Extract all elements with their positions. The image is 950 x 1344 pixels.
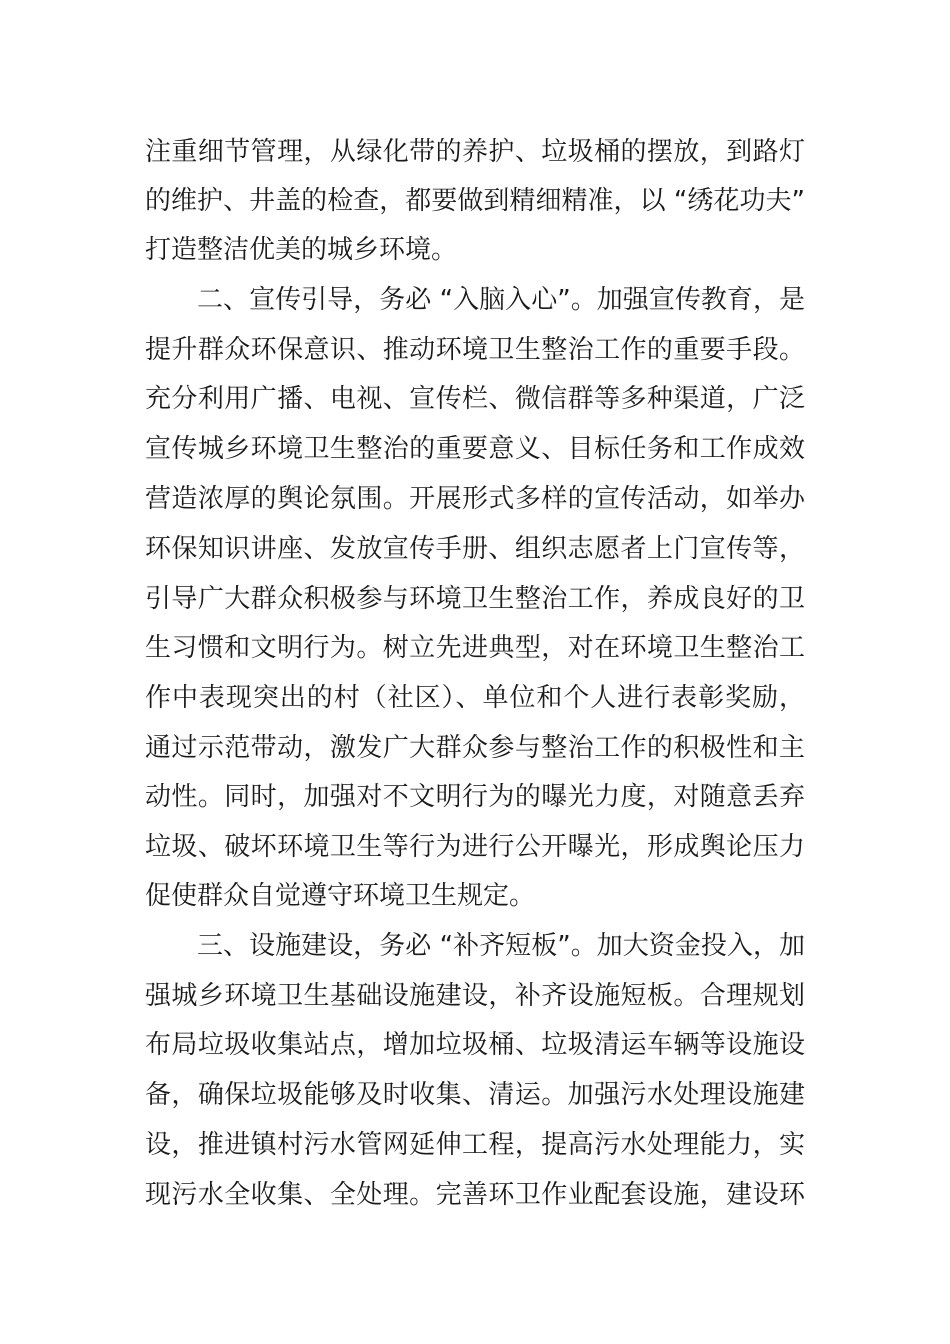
text-line: 布局垃圾收集站点，增加垃圾桶、垃圾清运车辆等设施设 <box>145 1030 805 1060</box>
text-line: 作中表现突出的村（社区）、单位和个人进行表彰奖励， <box>145 683 805 713</box>
text-line: 注重细节管理，从绿化带的养护、垃圾桶的摆放，到路灯 <box>145 137 805 167</box>
text-line: 通过示范带动，激发广大群众参与整治工作的积极性和主 <box>145 733 805 763</box>
text-line: 提升群众环保意识、推动环境卫生整治工作的重要手段。 <box>145 335 805 365</box>
text-line: 的维护、井盖的检查，都要做到精细精准，以 “绣花功夫” <box>145 186 805 216</box>
text-line: 充分利用广播、电视、宣传栏、微信群等多种渠道，广泛 <box>145 384 805 414</box>
text-line: 生习惯和文明行为。树立先进典型，对在环境卫生整治工 <box>145 633 805 663</box>
text-line: 促使群众自觉遵守环境卫生规定。 <box>145 881 536 911</box>
text-line: 垃圾、破坏环境卫生等行为进行公开曝光，形成舆论压力 <box>145 832 805 862</box>
text-line: 打造整洁优美的城乡环境。 <box>145 235 458 265</box>
text-line: 动性。同时，加强对不文明行为的曝光力度，对随意丢弃 <box>145 782 805 812</box>
text-line: 现污水全收集、全处理。完善环卫作业配套设施，建设环 <box>145 1180 805 1210</box>
text-line: 引导广大群众积极参与环境卫生整治工作，养成良好的卫 <box>145 584 805 614</box>
text-line: 设，推进镇村污水管网延伸工程，提高污水处理能力，实 <box>145 1130 805 1160</box>
text-line: 环保知识讲座、发放宣传手册、组织志愿者上门宣传等， <box>145 534 805 564</box>
text-line: 备，确保垃圾能够及时收集、清运。加强污水处理设施建 <box>145 1080 805 1110</box>
text-line: 营造浓厚的舆论氛围。开展形式多样的宣传活动，如举办 <box>145 484 805 514</box>
section-heading-line: 三、设施建设，务必 “补齐短板”。加大资金投入，加 <box>197 931 805 961</box>
text-line: 宣传城乡环境卫生整治的重要意义、目标任务和工作成效 <box>145 434 805 464</box>
text-line: 强城乡环境卫生基础设施建设，补齐设施短板。合理规划 <box>145 981 805 1011</box>
section-heading-line: 二、宣传引导，务必 “入脑入心”。加强宣传教育，是 <box>197 285 805 315</box>
